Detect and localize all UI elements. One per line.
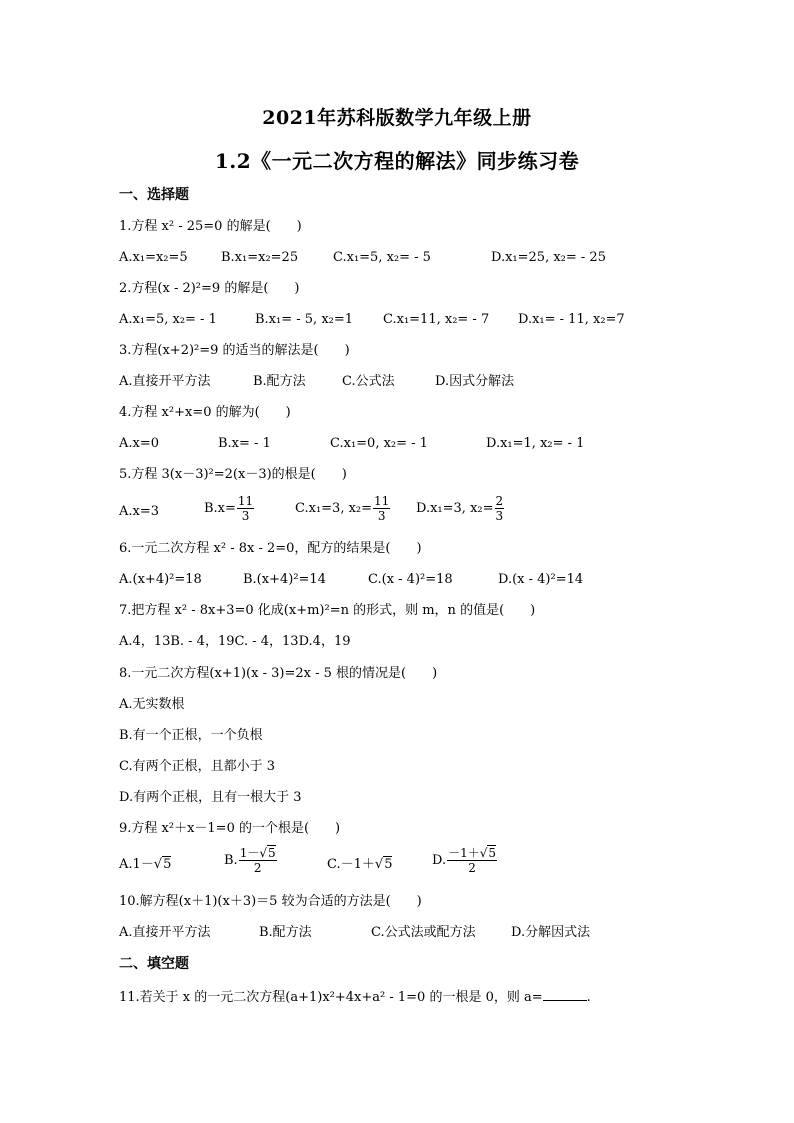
sqrt-symbol: √ [153,857,163,872]
q1-option-c: C.x₁=5, x₂= - 5 [333,250,431,265]
q2-option-c: C.x₁=11, x₂= - 7 [383,312,490,327]
q4-option-b: B.x= - 1 [218,436,271,451]
q2-option-a: A.x₁=5, x₂= - 1 [119,312,217,327]
question-8: 8.一元二次方程(x+1)(x - 3)=2x - 5 根的情况是( ) [119,666,438,681]
q8-option-d: D.有两个正根，且有一根大于 3 [119,790,302,805]
fraction-2-3: $\frac{2}{3}$ [495,494,504,523]
q5-option-b [204,494,255,523]
question-11: 11.若关于 x 的一元二次方程(a+1)x²+4x+a² - 1=0 的一根是 0，则 a= . [119,987,591,1007]
q6-option-b: B.(x+4)²=14 [243,572,326,587]
q9-option-d: D. $\frac{-1+√5}{2}$ [432,846,497,875]
question-7: 7.把方程 x² - 8x+3=0 化成(x+m)²=n 的形式，则 m，n 的值是( ) [119,603,536,618]
fraction-neg1-plus-sqrt5-over-2: $\frac{-1+√5}{2}$ [448,846,497,875]
q10-option-c: C.公式法或配方法 [371,925,476,940]
section-heading-fill-in: 二、填空题 [119,956,189,972]
q8-option-c: C.有两个正根，且都小于 3 [119,759,276,774]
q6-option-c: C.(x - 4)²=18 [368,572,453,587]
q9-option-c: C.－1＋√5 [327,857,393,872]
q8-option-a: A.无实数根 [119,697,185,712]
q3-option-b: B.配方法 [253,374,306,389]
question-5: 5.方程 3(x－3)²=2(x－3)的根是( ) [119,467,347,482]
question-3: 3.方程(x+2)²=9 的适当的解法是( ) [119,343,350,358]
q1-option-a: A.x₁=x₂=5 [119,250,188,265]
q1-option-d: D.x₁=25, x₂= - 25 [491,250,606,265]
q3-option-c: C.公式法 [342,374,395,389]
q1-option-b: B.x₁=x₂=25 [221,250,299,265]
sqrt-symbol: √ [479,846,488,860]
worksheet-subtitle: 1.2《一元二次方程的解法》同步练习卷 [214,149,580,173]
q7-options: A.4，13B. - 4，19C. - 4，13D.4，19 [119,634,351,649]
q5-option-c [295,494,391,523]
q8-option-b: B.有一个正根，一个负根 [119,728,263,743]
q10-option-d: D.分解因式法 [511,925,591,940]
q2-option-b: B.x₁= - 5, x₂=1 [255,312,354,327]
q3-option-d: D.因式分解法 [435,374,515,389]
sqrt-symbol: √ [259,846,267,860]
question-9: 9.方程 x²＋x－1=0 的一个根是( ) [119,821,341,836]
question-10: 10.解方程(x＋1)(x＋3)＝5 较为合适的方法是( ) [119,894,422,909]
sqrt-symbol: √ [374,857,384,872]
q4-option-c: C.x₁=0, x₂= - 1 [330,436,428,451]
question-2: 2.方程(x - 2)²=9 的解是( ) [119,281,300,296]
question-6: 6.一元二次方程 x² - 8x - 2=0，配方的结果是( ) [119,541,422,556]
section-heading-choice: 一、选择题 [119,187,189,203]
q4-option-d: D.x₁=1, x₂= - 1 [486,436,585,451]
q4-option-a: A.x=0 [119,436,160,451]
q5-option-c-prefix: C.x₁=3, x₂= [295,501,373,516]
q6-option-a: A.(x+4)²=18 [119,572,202,587]
fraction-1-minus-sqrt5-over-2: $\frac{1-√5}{2}$ [239,846,276,875]
q10-option-b: B.配方法 [259,925,312,940]
q5-option-d [416,494,505,523]
q9-option-a: A.1－√5 [119,857,172,872]
q2-option-d: D.x₁= - 11, x₂=7 [518,312,625,327]
q10-option-a: A.直接开平方法 [119,925,211,940]
q5-option-b-prefix: B.x= [204,501,236,516]
worksheet-title: 2021年苏科版数学九年级上册 [262,107,532,129]
q3-option-a: A.直接开平方法 [119,374,211,389]
question-4: 4.方程 x²+x=0 的解为( ) [119,405,291,420]
answer-blank[interactable] [543,987,587,1001]
question-1: 1.方程 x² - 25=0 的解是( ) [119,219,302,234]
fraction-11-3: $\frac{11}{3}$ [374,494,390,523]
q9-option-b: B. $\frac{1-√5}{2}$ [224,846,276,875]
fraction-11-3: $\frac{11}{3}$ [237,494,254,523]
q5-option-d-prefix: D.x₁=3, x₂= [416,501,494,516]
q5-option-a: A.x=3 [119,504,160,519]
q6-option-d: D.(x - 4)²=14 [498,572,584,587]
